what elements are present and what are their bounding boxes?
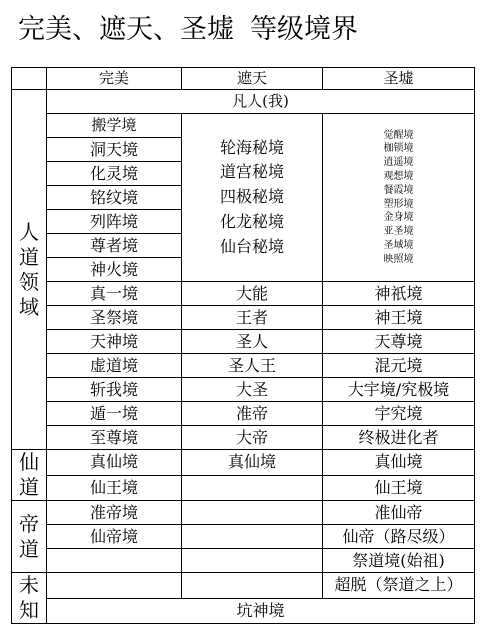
table-row (12, 354, 475, 378)
header-zhetian: 遮天 (182, 68, 323, 90)
shengxu-realm: 终极进化者 (323, 426, 475, 450)
table-row (12, 378, 475, 402)
wanmei-realm: 斩我境 (47, 378, 182, 402)
table-row (12, 475, 475, 501)
wanmei-realm: 列阵境 (47, 210, 182, 234)
fanren-cell: 凡人(我) (47, 90, 475, 114)
zhetian-realm: 大帝 (182, 426, 323, 450)
table-row (12, 114, 475, 138)
section-xiandao: 仙 道 (12, 450, 47, 501)
zhetian-realm: 准帝 (182, 402, 323, 426)
empty-cell (182, 501, 323, 525)
wanmei-realm: 仙王境 (47, 475, 182, 501)
table-row (12, 573, 475, 599)
wanmei-realm: 搬学境 (47, 114, 182, 138)
wanmei-realm: 仙帝境 (47, 525, 182, 549)
empty-cell (182, 573, 323, 599)
shengxu-realm: 祭道境(始祖) (323, 549, 475, 573)
table-row (12, 90, 475, 114)
table-row (12, 450, 475, 476)
wanmei-realm: 虚道境 (47, 354, 182, 378)
header-blank (12, 68, 47, 90)
header-shengxu: 圣墟 (323, 68, 475, 90)
shengxu-realm: 天尊境 (323, 330, 475, 354)
table-row (12, 598, 475, 624)
table-row (12, 282, 475, 306)
kengshen-cell: 坑神境 (47, 598, 475, 624)
table-row (12, 402, 475, 426)
shengxu-realm: 超脱（祭道之上） (323, 573, 475, 599)
zhetian-realm: 大能 (182, 282, 323, 306)
title-part1: 完美、遮天、圣墟 (18, 14, 234, 45)
shengxu-realm: 仙王境 (323, 475, 475, 501)
zhetian-realm: 王者 (182, 306, 323, 330)
wanmei-realm: 天神境 (47, 330, 182, 354)
header-wanmei: 完美 (47, 68, 182, 90)
shengxu-realm: 宇究境 (323, 402, 475, 426)
section-didao: 帝 道 (12, 501, 47, 573)
shengxu-realm: 仙帝（路尽级） (323, 525, 475, 549)
shengxu-early-realms: 觉醒境 枷锁境 逍遥境 观想境 餐霞境 塑形境 金身境 亚圣境 圣域境 映照境 (323, 114, 475, 282)
shengxu-realm: 大宇境/究极境 (323, 378, 475, 402)
empty-cell (47, 549, 182, 573)
wanmei-realm: 真仙境 (47, 450, 182, 476)
wanmei-realm: 准帝境 (47, 501, 182, 525)
section-weizhi: 未 知 (12, 573, 47, 624)
table-row (12, 525, 475, 549)
page-title (18, 8, 486, 52)
wanmei-realm: 铭纹境 (47, 186, 182, 210)
zhetian-realm: 圣人 (182, 330, 323, 354)
table-row (12, 426, 475, 450)
zhetian-realm: 大圣 (182, 378, 323, 402)
shengxu-realm: 混元境 (323, 354, 475, 378)
empty-cell (47, 573, 182, 599)
empty-cell (182, 549, 323, 573)
title-part2: 等级境界 (250, 14, 358, 45)
shengxu-realm: 神王境 (323, 306, 475, 330)
zhetian-realm: 圣人王 (182, 354, 323, 378)
wanmei-realm: 化灵境 (47, 162, 182, 186)
wanmei-realm: 洞天境 (47, 138, 182, 162)
empty-cell (182, 475, 323, 501)
empty-cell (182, 525, 323, 549)
zhetian-realm: 真仙境 (182, 450, 323, 476)
wanmei-realm: 遁一境 (47, 402, 182, 426)
realm-table (11, 67, 475, 624)
wanmei-realm: 真一境 (47, 282, 182, 306)
shengxu-realm: 真仙境 (323, 450, 475, 476)
section-rendao: 人 道 领 域 (12, 90, 47, 450)
wanmei-realm: 神火境 (47, 258, 182, 282)
table-row (12, 306, 475, 330)
shengxu-realm: 准仙帝 (323, 501, 475, 525)
header-row (12, 68, 475, 90)
table-row (12, 501, 475, 525)
wanmei-realm: 尊者境 (47, 234, 182, 258)
wanmei-realm: 圣祭境 (47, 306, 182, 330)
table-row (12, 330, 475, 354)
shengxu-realm: 神祇境 (323, 282, 475, 306)
wanmei-realm: 至尊境 (47, 426, 182, 450)
zhetian-secret-realms: 轮海秘境 道宫秘境 四极秘境 化龙秘境 仙台秘境 (182, 114, 323, 282)
table-row (12, 549, 475, 573)
